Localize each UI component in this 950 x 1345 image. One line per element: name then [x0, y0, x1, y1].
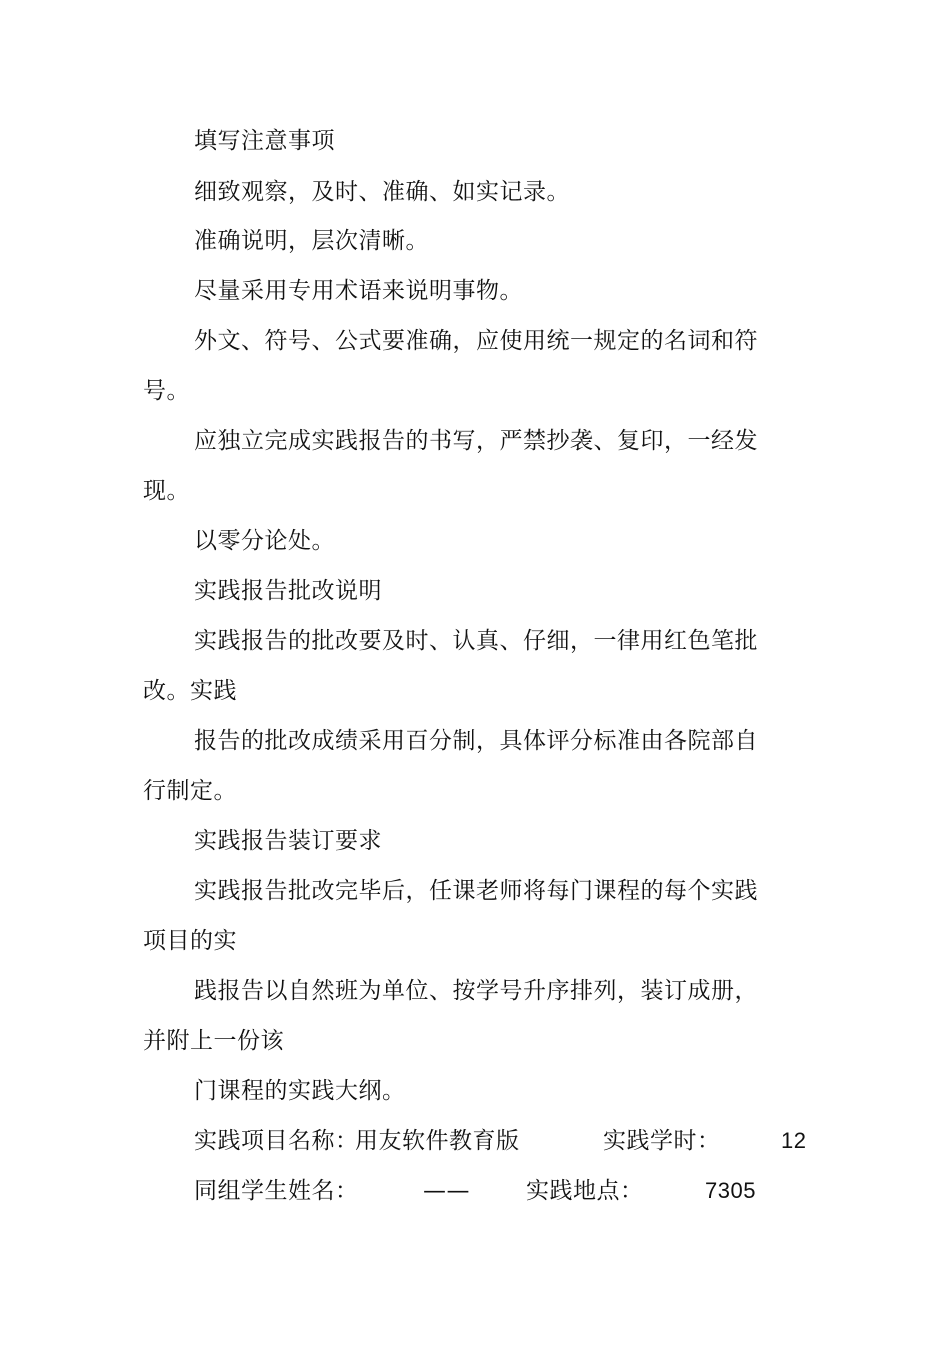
project-name-label: 实践项目名称：	[194, 1128, 359, 1154]
paragraph-line: 项目的实	[143, 928, 237, 954]
location-label: 实践地点：	[526, 1178, 644, 1204]
paragraph-line: 行制定。	[143, 778, 237, 804]
paragraph-line: 实践报告的批改要及时、认真、仔细，一律用红色笔批	[194, 628, 758, 654]
hours-label: 实践学时：	[603, 1128, 721, 1154]
group-members-label: 同组学生姓名：	[194, 1178, 359, 1204]
paragraph-line: 报告的批改成绩采用百分制，具体评分标准由各院部自	[194, 728, 758, 754]
paragraph-line: 尽量采用专用术语来说明事物。	[194, 278, 523, 304]
heading-fill-notes: 填写注意事项	[194, 128, 335, 154]
group-members-value: ——	[423, 1178, 470, 1204]
paragraph-line: 并附上一份该	[143, 1028, 284, 1054]
paragraph-line: 践报告以自然班为单位、按学号升序排列，装订成册，	[194, 978, 758, 1004]
paragraph-line: 号。	[143, 378, 190, 404]
paragraph-line: 准确说明，层次清晰。	[194, 228, 429, 254]
paragraph-line: 门课程的实践大纲。	[194, 1078, 406, 1104]
paragraph-line: 改。实践	[143, 678, 237, 704]
location-value: 7305	[705, 1178, 756, 1203]
heading-binding-requirements: 实践报告装订要求	[194, 828, 382, 854]
paragraph-line: 细致观察，及时、准确、如实记录。	[194, 179, 570, 205]
project-name-value: 用友软件教育版	[355, 1128, 520, 1154]
paragraph-line: 现。	[143, 478, 190, 504]
paragraph-line: 外文、符号、公式要准确，应使用统一规定的名词和符	[194, 328, 758, 354]
paragraph-line: 以零分论处。	[194, 528, 335, 554]
paragraph-line: 实践报告批改完毕后，任课老师将每门课程的每个实践	[194, 878, 758, 904]
paragraph-line: 应独立完成实践报告的书写，严禁抄袭、复印，一经发	[194, 428, 758, 454]
hours-value: 12	[781, 1128, 807, 1153]
heading-grading-notes: 实践报告批改说明	[194, 578, 382, 604]
